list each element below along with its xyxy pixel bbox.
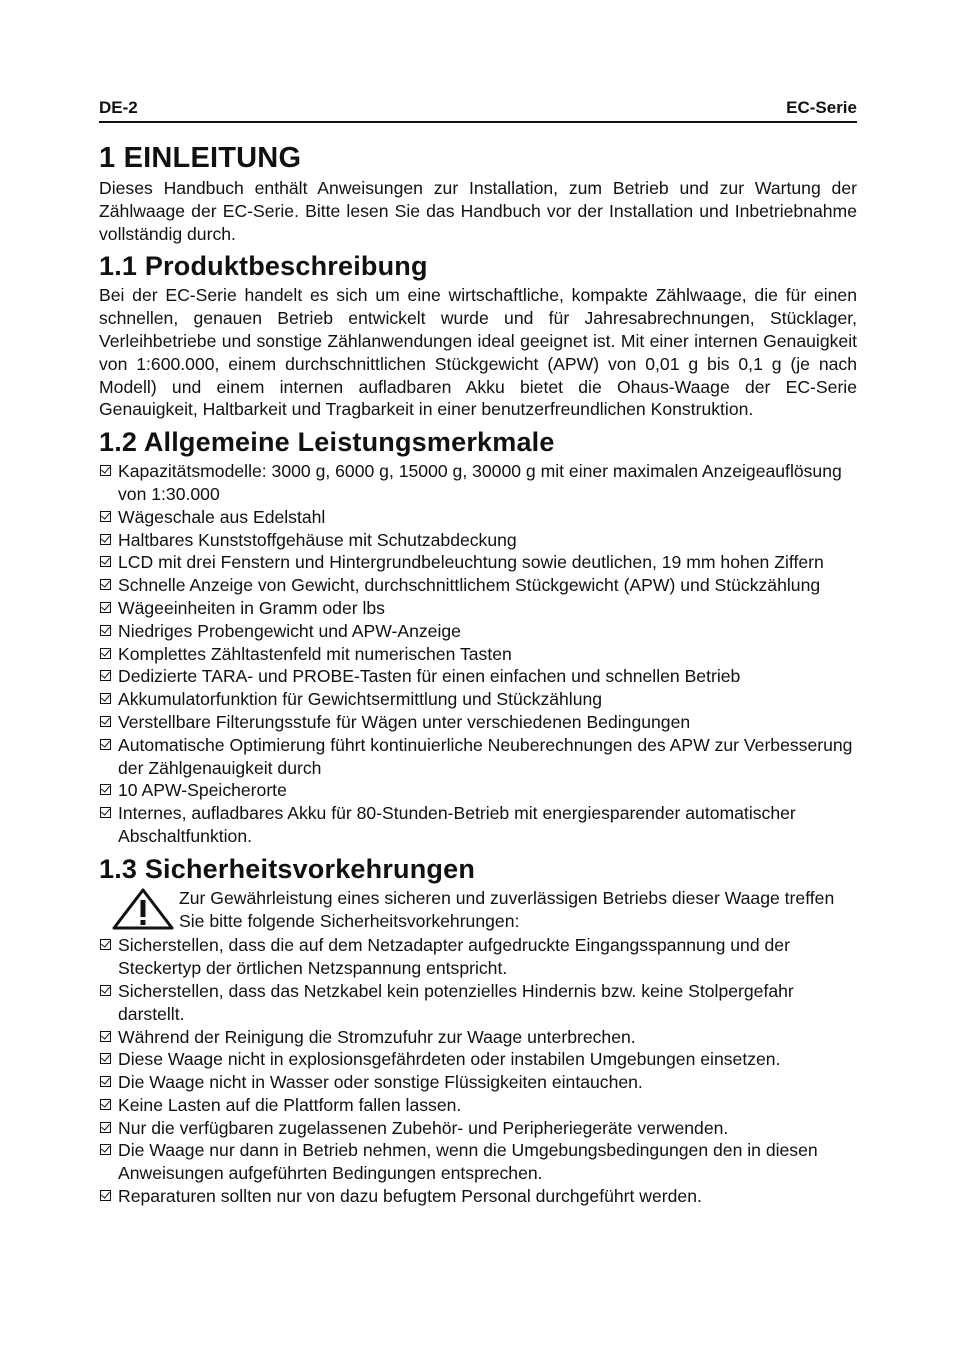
list-item: Haltbares Kunststoffgehäuse mit Schutzabdeckung xyxy=(99,529,857,552)
list-item: Die Waage nur dann in Betrieb nehmen, wenn die Umgebungsbedingungen den in diesen Anweisungen aufgeführten Bedingungen entsprechen. xyxy=(99,1139,857,1185)
checkbox-checked-icon xyxy=(100,985,111,996)
checkbox-checked-icon xyxy=(100,1190,111,1201)
list-item: Wägeschale aus Edelstahl xyxy=(99,506,857,529)
checkbox-checked-icon xyxy=(100,739,111,750)
page-header xyxy=(99,96,857,123)
list-item: Internes, aufladbares Akku für 80-Stunden-Betrieb mit energiesparender automatischer Abschaltfunktion. xyxy=(99,802,857,848)
checkbox-checked-icon xyxy=(100,784,111,795)
list-item: Schnelle Anzeige von Gewicht, durchschnittlichem Stückgewicht (APW) und Stückzählung xyxy=(99,574,857,597)
list-item: 10 APW-Speicherorte xyxy=(99,779,857,802)
list-item: Die Waage nicht in Wasser oder sonstige Flüssigkeiten eintauchen. xyxy=(99,1071,857,1094)
safety-list xyxy=(99,934,857,1208)
product-description-paragraph: Bei der EC-Serie handelt es sich um eine wirtschaftliche, kompakte Zählwaage, die für einen schnellen, genauen Betrieb entwickelt wurde und für Jahresabrechnungen, Stücklager, Verleihbetriebe und sonstige Zählanwendungen ideal geeignet ist. Mit einer internen Genauigkeit von 1:600.000, einem durchschnittlichen Stückgewicht (APW) von 0,01 g bis 0,1 g (je nach Modell) und einem internen aufladbaren Akku bietet die Ohaus-Waage der EC-Serie Genauigkeit, Haltbarkeit und Tragbarkeit in einer benutzerfreundlichen Konstruktion. xyxy=(99,285,857,420)
warning-notice xyxy=(99,887,857,933)
checkbox-checked-icon xyxy=(100,1076,111,1087)
checkbox-checked-icon xyxy=(100,1031,111,1042)
checkbox-checked-icon xyxy=(100,1053,111,1064)
list-item: Keine Lasten auf die Plattform fallen lassen. xyxy=(99,1094,857,1117)
list-item: Automatische Optimierung führt kontinuierliche Neuberechnungen des APW zur Verbesserung der Zählgenauigkeit durch xyxy=(99,734,857,780)
checkbox-checked-icon xyxy=(100,807,111,818)
list-item: LCD mit drei Fenstern und Hintergrundbeleuchtung sowie deutlichen, 19 mm hohen Ziffern xyxy=(99,551,857,574)
checkbox-checked-icon xyxy=(100,939,111,950)
warning-text: Zur Gewährleistung eines sicheren und zuverlässigen Betriebs dieser Waage treffen Sie bitte folgende Sicherheitsvorkehrungen: xyxy=(179,887,835,931)
list-item: Akkumulatorfunktion für Gewichtsermittlung und Stückzählung xyxy=(99,688,857,711)
checkbox-checked-icon xyxy=(100,648,111,659)
list-item: Während der Reinigung die Stromzufuhr zur Waage unterbrechen. xyxy=(99,1026,857,1049)
checkbox-checked-icon xyxy=(100,465,111,476)
list-item: Wägeeinheiten in Gramm oder lbs xyxy=(99,597,857,620)
checkbox-checked-icon xyxy=(100,670,111,681)
checkbox-checked-icon xyxy=(100,1099,111,1110)
checkbox-checked-icon xyxy=(100,511,111,522)
list-item: Kapazitätsmodelle: 3000 g, 6000 g, 15000 g, 30000 g mit einer maximalen Anzeigeauflösung von 1:30.000 xyxy=(99,460,857,506)
section-title-produktbeschreibung: 1.1 Produktbeschreibung xyxy=(99,251,428,282)
list-item: Niedriges Probengewicht und APW-Anzeige xyxy=(99,620,857,643)
checkbox-checked-icon xyxy=(100,716,111,727)
series-name: EC-Serie xyxy=(786,98,857,117)
checkbox-checked-icon xyxy=(100,602,111,613)
features-list xyxy=(99,460,857,848)
checkbox-checked-icon xyxy=(100,556,111,567)
checkbox-checked-icon xyxy=(100,1144,111,1155)
list-item: Dedizierte TARA- und PROBE-Tasten für einen einfachen und schnellen Betrieb xyxy=(99,665,857,688)
list-item: Komplettes Zähltastenfeld mit numerischen Tasten xyxy=(99,643,857,666)
list-item: Reparaturen sollten nur von dazu befugtem Personal durchgeführt werden. xyxy=(99,1185,857,1208)
list-item: Sicherstellen, dass das Netzkabel kein potenzielles Hindernis bzw. keine Stolpergefahr darstellt. xyxy=(99,980,857,1026)
section-title-leistungsmerkmale: 1.2 Allgemeine Leistungsmerkmale xyxy=(99,427,555,458)
intro-paragraph: Dieses Handbuch enthält Anweisungen zur Installation, zum Betrieb und zur Wartung der Zählwaage der EC-Serie. Bitte lesen Sie das Handbuch vor der Installation und Inbetriebnahme vollständig durch. xyxy=(99,178,857,244)
checkbox-checked-icon xyxy=(100,534,111,545)
list-item: Diese Waage nicht in explosionsgefährdeten oder instabilen Umgebungen einsetzen. xyxy=(99,1048,857,1071)
warning-triangle-icon xyxy=(111,887,175,931)
checkbox-checked-icon xyxy=(100,1122,111,1133)
list-item: Sicherstellen, dass die auf dem Netzadapter aufgedruckte Eingangsspannung und der Steckertyp der örtlichen Netzspannung entspricht. xyxy=(99,934,857,980)
list-item: Nur die verfügbaren zugelassenen Zubehör- und Peripheriegeräte verwenden. xyxy=(99,1117,857,1140)
page-id: DE-2 xyxy=(99,98,138,117)
manual-page xyxy=(99,96,857,1208)
checkbox-checked-icon xyxy=(100,625,111,636)
list-item: Verstellbare Filterungsstufe für Wägen unter verschiedenen Bedingungen xyxy=(99,711,857,734)
section-title-sicherheitsvorkehrungen: 1.3 Sicherheitsvorkehrungen xyxy=(99,853,476,884)
checkbox-checked-icon xyxy=(100,579,111,590)
section-title-einleitung: 1 EINLEITUNG xyxy=(99,142,302,174)
checkbox-checked-icon xyxy=(100,693,111,704)
